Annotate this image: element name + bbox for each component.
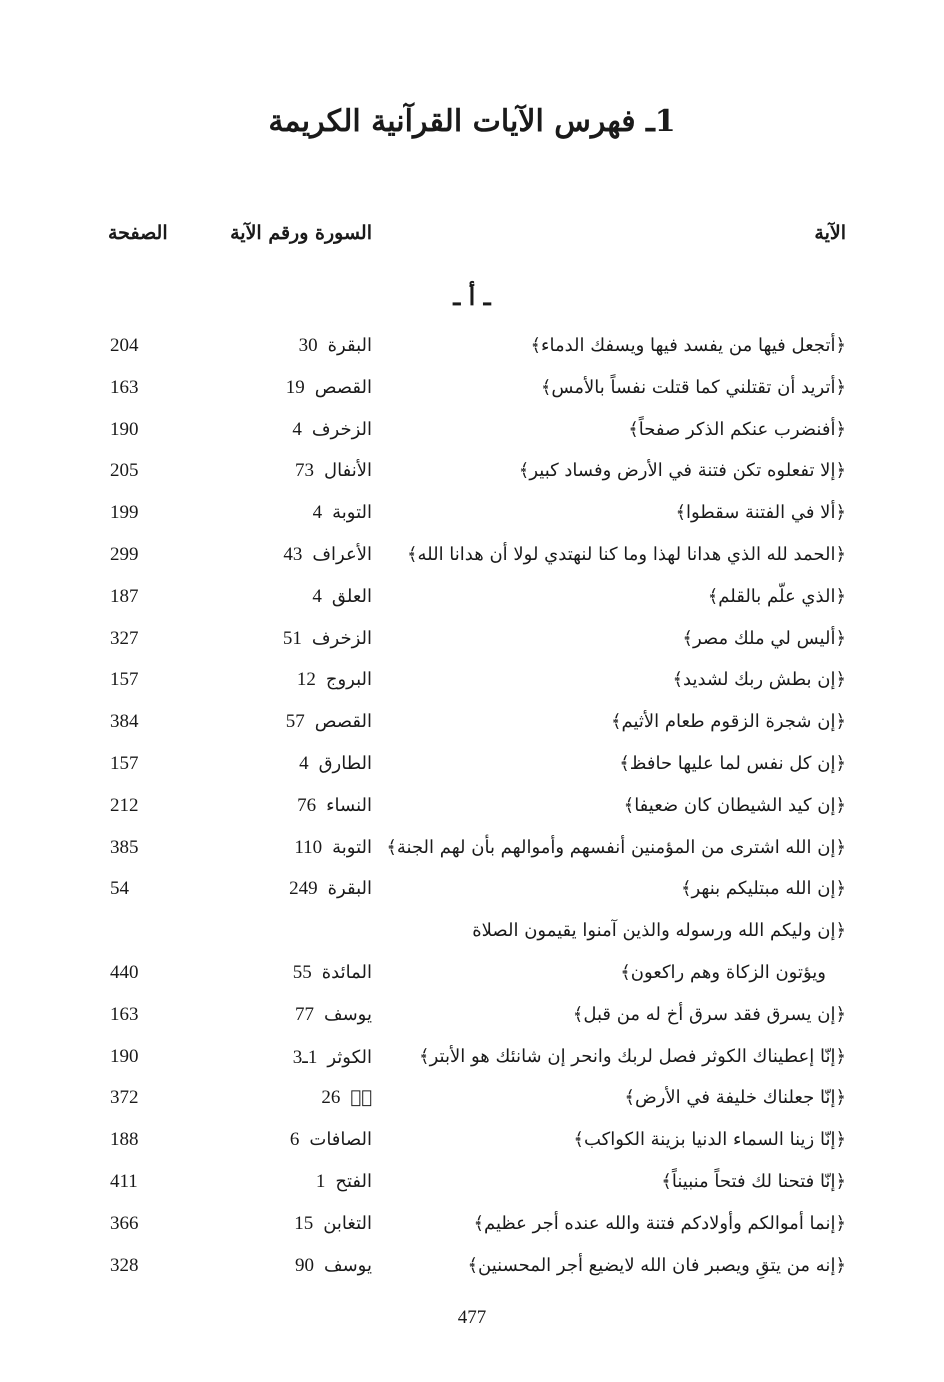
- surah-reference: [313, 502, 372, 524]
- index-table: [0, 330, 944, 1291]
- surah-name: الزخرف: [311, 418, 372, 440]
- verse-text: ﴿إن الله اشترى من المؤمنين أنفسهم وأموالهم بأن لهم الجنة﴾: [386, 836, 846, 858]
- surah-name: الزخرف: [311, 627, 372, 649]
- table-row: [0, 581, 944, 623]
- header-verse: الآية: [814, 222, 846, 244]
- table-row: [0, 1250, 944, 1292]
- verse-text: ﴿إن وليكم الله ورسوله والذين آمنوا يقيمون الصلاة: [472, 920, 846, 942]
- page-reference: 190: [110, 1045, 139, 1067]
- table-row: [0, 539, 944, 581]
- page-reference: 212: [110, 794, 139, 816]
- table-row: [0, 1208, 944, 1250]
- surah-reference: [292, 419, 372, 441]
- page-reference: 328: [110, 1254, 139, 1276]
- surah-name: صۤ: [350, 1087, 372, 1109]
- surah-name: القصص: [314, 376, 372, 398]
- page-reference: 205: [110, 460, 139, 482]
- surah-reference: [297, 669, 372, 691]
- table-header: [0, 222, 944, 256]
- surah-name: المائدة: [321, 961, 372, 983]
- surah-name: الكوثر: [327, 1046, 372, 1068]
- verse-number: 1ـ3: [292, 1046, 318, 1068]
- verse-text: ﴿إن كيد الشيطان كان ضعيفا﴾: [623, 794, 846, 816]
- table-row: [0, 915, 944, 957]
- surah-reference: [283, 628, 372, 650]
- surah-reference: [289, 878, 372, 900]
- verse-number: 26: [321, 1087, 341, 1109]
- verse-text: ﴿إنما أموالكم وأولادكم فتنة والله عنده أجر عظيم﴾: [473, 1212, 846, 1234]
- verse-number: 4: [299, 752, 309, 774]
- verse-text: ﴿إلا تفعلوه تكن فتنة في الأرض وفساد كبير﴾: [518, 460, 846, 482]
- page-reference: 327: [110, 627, 139, 649]
- page-reference: 440: [110, 961, 139, 983]
- verse-text: ﴿ألا في الفتنة سقطوا﴾: [675, 502, 846, 524]
- verse-number: 15: [294, 1212, 314, 1234]
- verse-number: 6: [289, 1129, 300, 1151]
- page-reference: 157: [110, 752, 139, 774]
- page-reference: 299: [110, 543, 139, 565]
- verse-text: ﴿إنّا زينا السماء الدنيا بزينة الكواكب﴾: [573, 1129, 846, 1151]
- surah-name: القصص: [314, 711, 372, 733]
- surah-reference: [290, 1129, 372, 1151]
- surah-name: يوسف: [323, 1254, 372, 1276]
- verse-number: 4: [312, 502, 323, 524]
- surah-name: البقرة: [327, 878, 372, 900]
- verse-text: ﴿الذي علّم بالقلم﴾: [707, 585, 846, 607]
- table-row: [0, 999, 944, 1041]
- table-row: [0, 497, 944, 539]
- page-reference: 366: [110, 1212, 139, 1234]
- page-reference: 188: [110, 1129, 139, 1151]
- verse-text: ويؤتون الزكاة وهم راكعون﴾: [620, 961, 826, 983]
- surah-reference: [316, 1171, 372, 1193]
- surah-reference: [295, 1255, 372, 1277]
- verse-text: ﴿إنه من يتقِ ويصبر فان الله لايضيع أجر المحسنين﴾: [467, 1254, 846, 1276]
- table-row: [0, 1041, 944, 1083]
- verse-number: 73: [295, 460, 315, 482]
- verse-text: ﴿أتجعل فيها من يفسد فيها ويسفك الدماء﴾: [530, 335, 846, 356]
- page-reference: 190: [110, 418, 139, 440]
- verse-number: 4: [292, 418, 302, 440]
- surah-reference: [286, 711, 372, 733]
- verse-number: 55: [292, 961, 312, 983]
- surah-reference: [293, 962, 372, 984]
- surah-name: النساء: [326, 794, 372, 816]
- surah-name: الأنفال: [324, 460, 372, 482]
- surah-reference: [295, 460, 372, 482]
- page-number: 477: [457, 1307, 487, 1328]
- surah-reference: [321, 1087, 372, 1109]
- surah-name: الأعراف: [312, 543, 372, 565]
- verse-text: ﴿أتريد أن تقتلني كما قتلت نفساً بالأمس﴾: [540, 376, 846, 398]
- page-reference: 54: [110, 878, 129, 900]
- table-row: [0, 790, 944, 832]
- page-reference: 204: [110, 335, 139, 356]
- verse-text: ﴿إن كل نفس لما عليها حافظ﴾: [619, 752, 846, 774]
- verse-text: ﴿أليس لي ملك مصر﴾: [682, 627, 846, 649]
- surah-reference: [299, 335, 372, 357]
- surah-reference: [286, 377, 372, 399]
- page-reference: 187: [110, 585, 139, 607]
- surah-reference: [312, 586, 372, 608]
- surah-reference: [293, 1046, 372, 1069]
- table-row: [0, 1082, 944, 1124]
- verse-number: 12: [296, 669, 316, 691]
- verse-number: 57: [285, 711, 305, 733]
- table-row: [0, 664, 944, 706]
- table-row: [0, 1166, 944, 1208]
- surah-name: الطارق: [318, 752, 372, 774]
- table-row: [0, 414, 944, 456]
- surah-name: البروج: [325, 669, 372, 691]
- verse-text: ﴿أفنضرب عنكم الذكر صفحاً﴾: [628, 418, 846, 440]
- verse-number: 4: [312, 585, 322, 607]
- surah-name: التوبة: [332, 502, 372, 524]
- verse-number: 30: [298, 335, 318, 356]
- surah-name: التغابن: [323, 1212, 372, 1234]
- table-row: [0, 748, 944, 790]
- table-row: [0, 372, 944, 414]
- surah-reference: [294, 1213, 372, 1235]
- verse-number: 110: [294, 836, 323, 858]
- table-row: [0, 1124, 944, 1166]
- verse-number: 51: [282, 627, 302, 649]
- verse-number: 76: [297, 794, 317, 816]
- surah-reference: [299, 753, 372, 775]
- page-reference: 163: [110, 376, 139, 398]
- verse-text: ﴿إنّا جعلناك خليفة في الأرض﴾: [624, 1087, 846, 1109]
- verse-text: ﴿إنّا فتحنا لك فتحاً منبيناً﴾: [661, 1170, 846, 1192]
- table-row: [0, 873, 944, 915]
- page-reference: 411: [110, 1170, 138, 1192]
- page-reference: 157: [110, 669, 139, 691]
- verse-text: ﴿إن يسرق فقد سرق أخ له من قبل﴾: [572, 1003, 846, 1025]
- surah-name: البقرة: [327, 335, 372, 356]
- verse-number: 249: [289, 878, 318, 900]
- verse-number: 43: [283, 543, 303, 565]
- surah-name: الفتح: [335, 1170, 372, 1192]
- surah-name: الصافات: [309, 1129, 372, 1151]
- page-reference: 384: [110, 711, 139, 733]
- verse-text: ﴿إن الله مبتليكم بنهر﴾: [680, 878, 846, 900]
- table-row: [0, 623, 944, 665]
- page-reference: 372: [110, 1087, 139, 1109]
- verse-text: ﴿إن شجرة الزقوم طعام الأثيم﴾: [610, 711, 846, 733]
- header-page: الصفحة: [108, 222, 168, 244]
- surah-reference: [295, 1004, 372, 1026]
- surah-reference: [283, 544, 372, 566]
- surah-name: العلق: [331, 585, 372, 607]
- surah-name: يوسف: [323, 1003, 372, 1025]
- header-surah: السورة ورقم الآية: [230, 222, 372, 244]
- section-letter: ـ أ ـ: [453, 282, 491, 311]
- table-row: [0, 706, 944, 748]
- verse-number: 1: [315, 1170, 326, 1192]
- surah-reference: [294, 837, 372, 859]
- surah-name: التوبة: [332, 836, 372, 858]
- verse-text: ﴿إن بطش ربك لشديد﴾: [672, 669, 846, 691]
- verse-text: ﴿الحمد لله الذي هدانا لهذا وما كنا لنهتدي لولا أن هدانا الله﴾: [406, 543, 846, 565]
- table-row: [0, 330, 944, 372]
- verse-number: 19: [285, 376, 305, 398]
- verse-number: 90: [294, 1254, 314, 1276]
- table-row: [0, 455, 944, 497]
- page-reference: 199: [110, 502, 139, 524]
- verse-number: 77: [294, 1003, 314, 1025]
- table-row: [0, 957, 944, 999]
- surah-reference: [297, 795, 372, 817]
- page-reference: 163: [110, 1003, 139, 1025]
- page-reference: 385: [110, 836, 139, 858]
- page-title: 1ـ فهرس الآيات القرآنية الكريمة: [268, 104, 676, 139]
- table-row: [0, 832, 944, 874]
- verse-text: ﴿إنّا إعطيناك الكوثر فصل لربك وانحر إن شانئك هو الأبتر﴾: [419, 1045, 846, 1067]
